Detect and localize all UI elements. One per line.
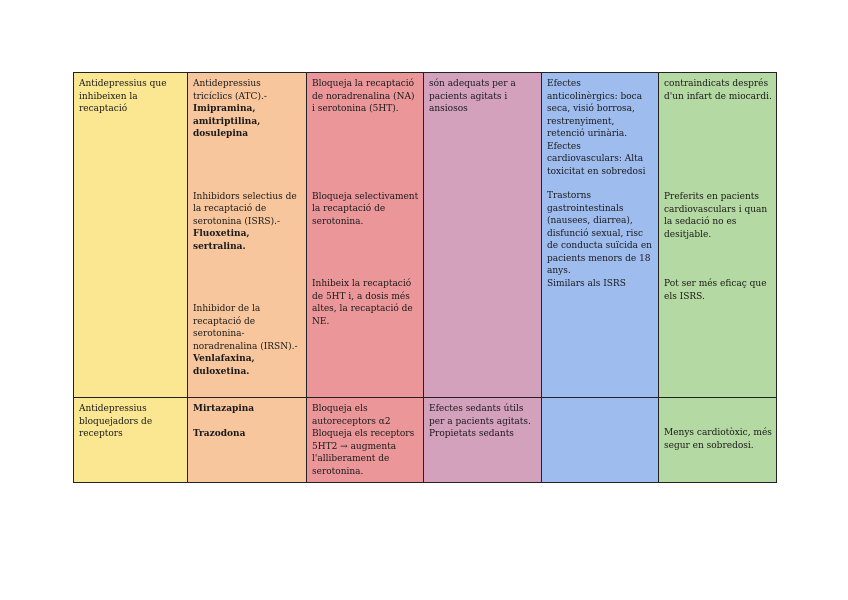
notes-cell: [659, 73, 777, 398]
drug-table: [73, 72, 777, 483]
mechanism-cell: [307, 73, 424, 398]
table-row: [74, 73, 777, 398]
mechanism-text: Bloqueja selectivament la recaptació de serotonina.: [312, 191, 419, 227]
drugs-cell: [188, 73, 307, 398]
drug-group-text: Antidepressius tricíclics (ATC).-: [193, 79, 267, 102]
mechanism-text: Inhibeix la recaptació de 5HT i, a dosis més altes, la recaptació de NE.: [312, 279, 413, 327]
notes-text: Menys cardiotòxic, més segur en sobredosi.: [664, 428, 772, 451]
side-effects-text: Efectes cardiovasculars: Alta toxicitat en sobredosi: [547, 141, 646, 177]
category-label: Antidepressius bloquejadors de receptors: [79, 404, 153, 439]
drug-names: Trazodona: [193, 428, 246, 439]
side-effects-cell: [542, 73, 659, 398]
table-row: [74, 398, 777, 483]
drugs-cell: [188, 398, 307, 483]
mechanism-text: Bloqueja els autoreceptors α2: [312, 404, 391, 427]
drug-group-text: Inhibidor de la recaptació de serotonina-noradrenalina (IRSN).-: [193, 304, 298, 352]
notes-text: Pot ser més eficaç que els ISRS.: [664, 279, 767, 302]
drug-group-text: Inhibidors selectius de la recaptació de serotonina (ISRS).-: [193, 191, 297, 227]
side-effects-text: Similars als ISRS: [547, 278, 626, 289]
indication-text: Efectes sedants útils per a pacients agitats.: [429, 404, 531, 427]
indication-cell: [424, 73, 542, 398]
notes-cell: [659, 398, 777, 483]
category-label: Antidepressius que inhibeixen la recaptació: [79, 79, 167, 114]
drug-names: Fluoxetina, sertralina.: [193, 229, 250, 252]
notes-text: contraindicats després d'un infart de miocardi.: [664, 79, 772, 102]
side-effects-text: Trastorns gastrointestinals (nausees, diarrea), disfunció sexual, risc de conducta suïcida en pacients menors de 18 anys.: [547, 191, 652, 276]
drug-names: Venlafaxina, duloxetina.: [193, 354, 255, 377]
category-cell: [74, 398, 188, 483]
drug-names: Mirtazapina: [193, 404, 255, 414]
mechanism-text: Bloqueja la recaptació de noradrenalina (NA) i serotonina (5HT).: [312, 79, 415, 114]
mechanism-text: Bloqueja els receptors 5HT2 → augmenta l'alliberament de serotonina.: [312, 429, 415, 477]
indication-text: Propietats sedants: [429, 429, 514, 439]
category-cell: [74, 73, 188, 398]
mechanism-cell: [307, 398, 424, 483]
notes-text: Preferits en pacients cardiovasculars i quan la sedació no es desitjable.: [664, 192, 768, 240]
side-effects-text: Efectes anticolinèrgics: boca seca, visió borrosa, restrenyiment, retenció urinària.: [547, 79, 643, 139]
drug-names: Imipramina, amitriptilina, dosulepina: [193, 104, 261, 139]
indication-cell: [424, 398, 542, 483]
indication-text: són adequats per a pacients agitats i ansiosos: [429, 79, 516, 114]
side-effects-cell: [542, 398, 659, 483]
